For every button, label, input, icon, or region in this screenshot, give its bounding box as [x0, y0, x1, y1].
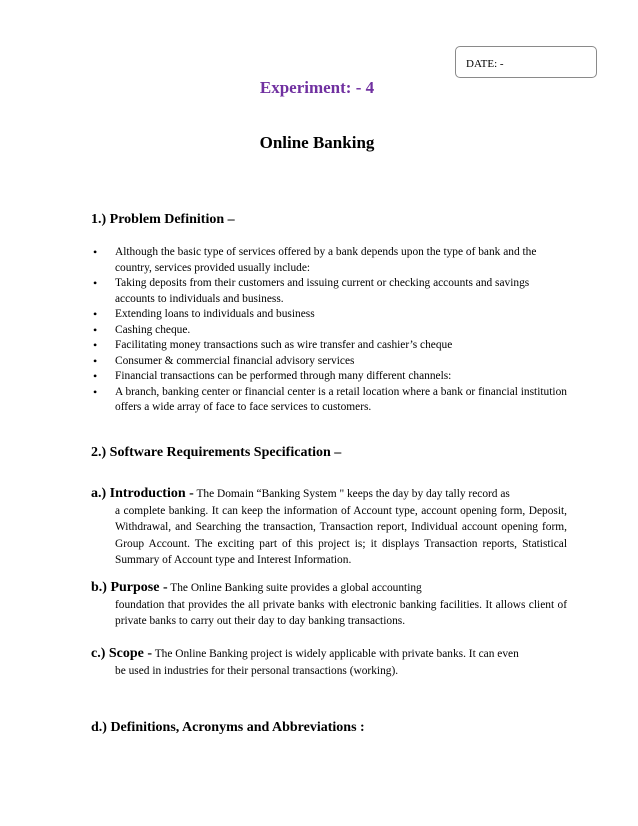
introduction-body: a complete banking. It can keep the information of Account type, account opening form, Deposit, Withdrawal, and Searching the transaction, Transaction report, Individual account opening form, Group Account. The exciting part of this project is; it displays Transaction reports, Statistical Summary of Account type and Interest Information.	[115, 504, 567, 566]
list-item: • Taking deposits from their customers and issuing current or checking accounts and savings accounts to individuals and business.	[91, 276, 569, 307]
experiment-title: Experiment: - 4	[259, 78, 375, 97]
list-item: • A branch, banking center or financial center is a retail location where a bank or financial institution offers a wide array of face to face services to customers.	[91, 385, 569, 416]
purpose-first-line: The Online Banking suite provides a global accounting	[167, 582, 422, 594]
purpose-body: foundation that provides the all private banks with electronic banking facilities. It allows client of private banks to carry out their day to day banking transactions.	[115, 598, 567, 627]
problem-bullet-list	[91, 245, 569, 416]
introduction-paragraph	[91, 486, 567, 569]
introduction-lead: a.) Introduction -	[91, 486, 194, 501]
page-subtitle: Online Banking	[259, 133, 375, 152]
list-item: • Cashing cheque.	[91, 323, 569, 339]
scope-body: be used in industries for their personal transactions (working).	[115, 664, 399, 677]
date-label: DATE: -	[466, 58, 504, 70]
srs-heading: 2.) Software Requirements Specification –	[91, 445, 342, 460]
problem-definition-heading: 1.) Problem Definition –	[91, 212, 235, 227]
purpose-paragraph	[91, 580, 567, 630]
scope-lead: c.) Scope -	[91, 646, 153, 661]
list-item: • Extending loans to individuals and business	[91, 307, 569, 323]
purpose-lead: b.) Purpose -	[91, 580, 168, 595]
introduction-first-line: The Domain “Banking System " keeps the day by day tally record as	[193, 488, 510, 500]
list-item: • Financial transactions can be performed through many different channels:	[91, 369, 569, 385]
definitions-heading: d.) Definitions, Acronyms and Abbreviations :	[91, 720, 365, 735]
scope-first-line: The Online Banking project is widely applicable with private banks. It can even	[152, 648, 519, 660]
list-item: • Although the basic type of services offered by a bank depends upon the type of bank and the country, services provided usually include:	[91, 245, 569, 276]
scope-paragraph	[91, 646, 567, 679]
date-box	[455, 46, 597, 78]
list-item: • Facilitating money transactions such as wire transfer and cashier’s cheque	[91, 338, 569, 354]
list-item: • Consumer & commercial financial advisory services	[91, 354, 569, 370]
